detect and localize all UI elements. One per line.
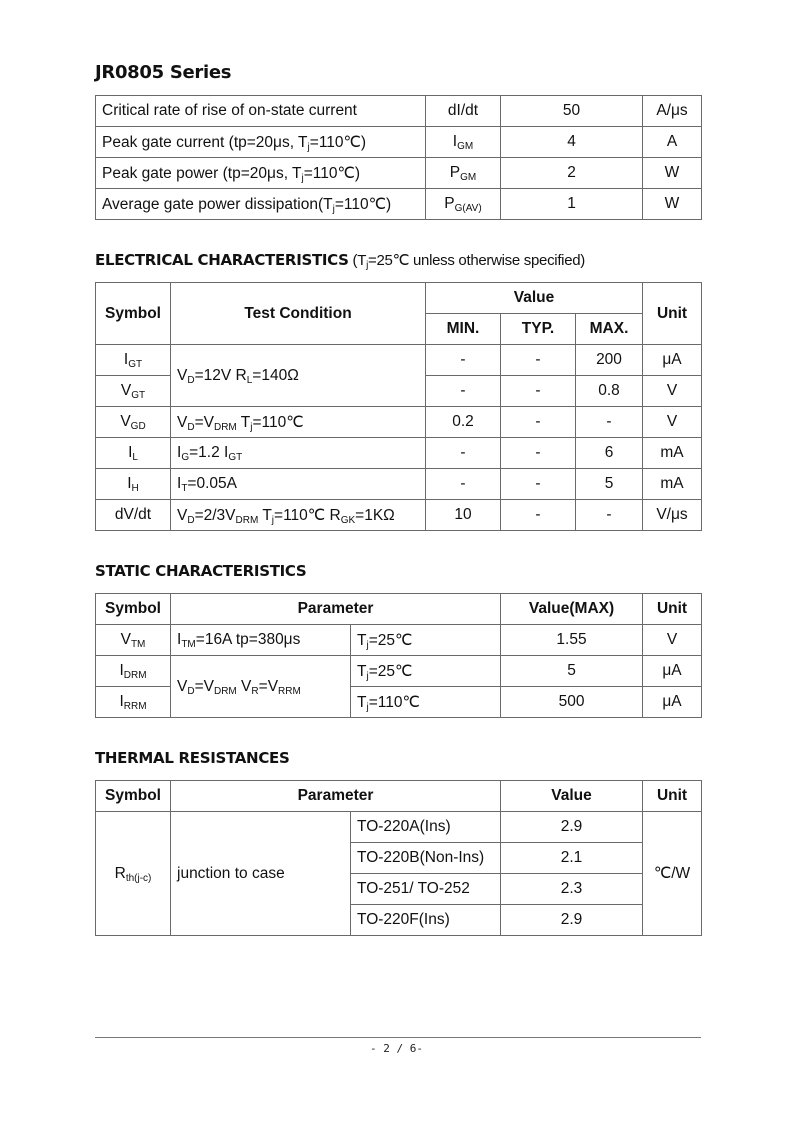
thermal-heading: THERMAL RESISTANCES <box>95 749 290 767</box>
symbol-cell: $I_L$ <box>96 438 171 469</box>
parameter-header: Parameter <box>171 594 501 625</box>
condition-cell: $V_D=V_{DRM}$ $V_R=V_{RRM}$ <box>171 656 351 718</box>
symbol-cell: $V_{TM}$ <box>96 625 171 656</box>
typ-cell: - <box>501 345 576 376</box>
thermal-table <box>95 780 702 936</box>
min-cell: 0.2 <box>426 407 501 438</box>
unit-cell: W <box>643 158 702 189</box>
unit-cell: mA <box>643 438 702 469</box>
header-row <box>96 283 702 314</box>
max-cell: - <box>576 500 643 531</box>
symbol-cell: dV/dt <box>96 500 171 531</box>
value-cell: 1.55 <box>501 625 643 656</box>
table-row <box>96 345 702 376</box>
table-row <box>96 625 702 656</box>
value-header: Value <box>426 283 643 314</box>
static-table <box>95 593 702 718</box>
symbol-cell: $V_{GD}$ <box>96 407 171 438</box>
symbol-cell: $V_{GT}$ <box>96 376 171 407</box>
max-cell: 6 <box>576 438 643 469</box>
unit-cell: V <box>643 407 702 438</box>
value-cell: 1 <box>501 189 643 220</box>
symbol-cell: $I_{RRM}$ <box>96 687 171 718</box>
unit-header: Unit <box>643 781 702 812</box>
symbol-header: Symbol <box>96 594 171 625</box>
unit-cell: V/μs <box>643 500 702 531</box>
min-cell: - <box>426 469 501 500</box>
min-cell: - <box>426 438 501 469</box>
table-row <box>96 96 702 127</box>
param-cell: Peak gate current (tp=20μs, $T_j=110℃$) <box>96 127 426 158</box>
typ-cell: - <box>501 469 576 500</box>
condition-cell: $I_{TM}=16A$ tp=380μs <box>171 625 351 656</box>
typ-cell: - <box>501 376 576 407</box>
value-cell: 2.9 <box>501 905 643 936</box>
symbol-cell: $I_{GM}$ <box>426 127 501 158</box>
unit-cell: V <box>643 625 702 656</box>
min-cell: - <box>426 345 501 376</box>
document-title: JR0805 Series <box>95 62 232 83</box>
typ-header: TYP. <box>501 314 576 345</box>
condition-cell: $V_D=V_{DRM}$ $T_j=110℃$ <box>171 407 426 438</box>
typ-cell: - <box>501 500 576 531</box>
unit-cell: V <box>643 376 702 407</box>
param-cell: Peak gate power (tp=20μs, $T_j=110℃$) <box>96 158 426 189</box>
condition-cell: $V_D=2/3V_{DRM}$ $T_j=110℃$ $R_{GK}=1K\Omega$ <box>171 500 426 531</box>
value-header: Value(MAX) <box>501 594 643 625</box>
table-row <box>96 189 702 220</box>
value-cell: 50 <box>501 96 643 127</box>
package-cell: TO-220F(Ins) <box>351 905 501 936</box>
package-cell: TO-220A(Ins) <box>351 812 501 843</box>
unit-cell: A <box>643 127 702 158</box>
symbol-header: Symbol <box>96 781 171 812</box>
unit-cell: W <box>643 189 702 220</box>
parameter-header: Parameter <box>171 781 501 812</box>
symbol-cell: $P_{G(AV)}$ <box>426 189 501 220</box>
value-cell: 500 <box>501 687 643 718</box>
max-cell: - <box>576 407 643 438</box>
parameter-cell: junction to case <box>171 812 351 936</box>
unit-cell: μA <box>643 687 702 718</box>
ratings-table <box>95 95 702 220</box>
temp-cell: $T_j=25℃$ <box>351 656 501 687</box>
table-row <box>96 127 702 158</box>
table-row <box>96 438 702 469</box>
value-header: Value <box>501 781 643 812</box>
symbol-header: Symbol <box>96 283 171 345</box>
electrical-heading: ELECTRICAL CHARACTERISTICS ($T_j=25℃$ unless otherwise specified) <box>95 251 585 271</box>
symbol-cell: $P_{GM}$ <box>426 158 501 189</box>
table-row <box>96 407 702 438</box>
typ-cell: - <box>501 438 576 469</box>
table-row <box>96 656 702 687</box>
min-cell: 10 <box>426 500 501 531</box>
symbol-cell: $I_H$ <box>96 469 171 500</box>
param-cell: Critical rate of rise of on-state current <box>96 96 426 127</box>
symbol-cell: $R_{th(j-c)}$ <box>96 812 171 936</box>
value-cell: 2 <box>501 158 643 189</box>
table-row <box>96 158 702 189</box>
footer-divider <box>95 1037 701 1038</box>
symbol-cell: $I_{DRM}$ <box>96 656 171 687</box>
condition-cell: $I_G=1.2$ $I_{GT}$ <box>171 438 426 469</box>
param-cell: Average gate power $dissipation(T_j=110℃)$ <box>96 189 426 220</box>
typ-cell: - <box>501 407 576 438</box>
temp-cell: $T_j=110℃$ <box>351 687 501 718</box>
test-condition-header: Test Condition <box>171 283 426 345</box>
unit-cell: A/μs <box>643 96 702 127</box>
static-heading: STATIC CHARACTERISTICS <box>95 562 307 580</box>
unit-cell: ℃/W <box>643 812 702 936</box>
unit-cell: μA <box>643 345 702 376</box>
table-row <box>96 469 702 500</box>
unit-cell: μA <box>643 656 702 687</box>
header-row <box>96 594 702 625</box>
temp-cell: $T_j=25℃$ <box>351 625 501 656</box>
value-cell: 2.9 <box>501 812 643 843</box>
unit-header: Unit <box>643 283 702 345</box>
value-cell: 4 <box>501 127 643 158</box>
header-row <box>96 781 702 812</box>
package-cell: TO-220B(Non-Ins) <box>351 843 501 874</box>
max-cell: 200 <box>576 345 643 376</box>
min-cell: - <box>426 376 501 407</box>
condition-cell: $V_D=12V$ $R_L=140\Omega$ <box>171 345 426 407</box>
table-row <box>96 500 702 531</box>
unit-cell: mA <box>643 469 702 500</box>
electrical-table <box>95 282 702 531</box>
max-cell: 0.8 <box>576 376 643 407</box>
symbol-cell: dI/dt <box>426 96 501 127</box>
table-row <box>96 812 702 843</box>
value-cell: 5 <box>501 656 643 687</box>
page-number: - 2 / 6- <box>370 1042 423 1055</box>
symbol-cell: $I_{GT}$ <box>96 345 171 376</box>
value-cell: 2.3 <box>501 874 643 905</box>
value-cell: 2.1 <box>501 843 643 874</box>
package-cell: TO-251/ TO-252 <box>351 874 501 905</box>
min-header: MIN. <box>426 314 501 345</box>
condition-cell: $I_T=0.05A$ <box>171 469 426 500</box>
max-header: MAX. <box>576 314 643 345</box>
max-cell: 5 <box>576 469 643 500</box>
unit-header: Unit <box>643 594 702 625</box>
